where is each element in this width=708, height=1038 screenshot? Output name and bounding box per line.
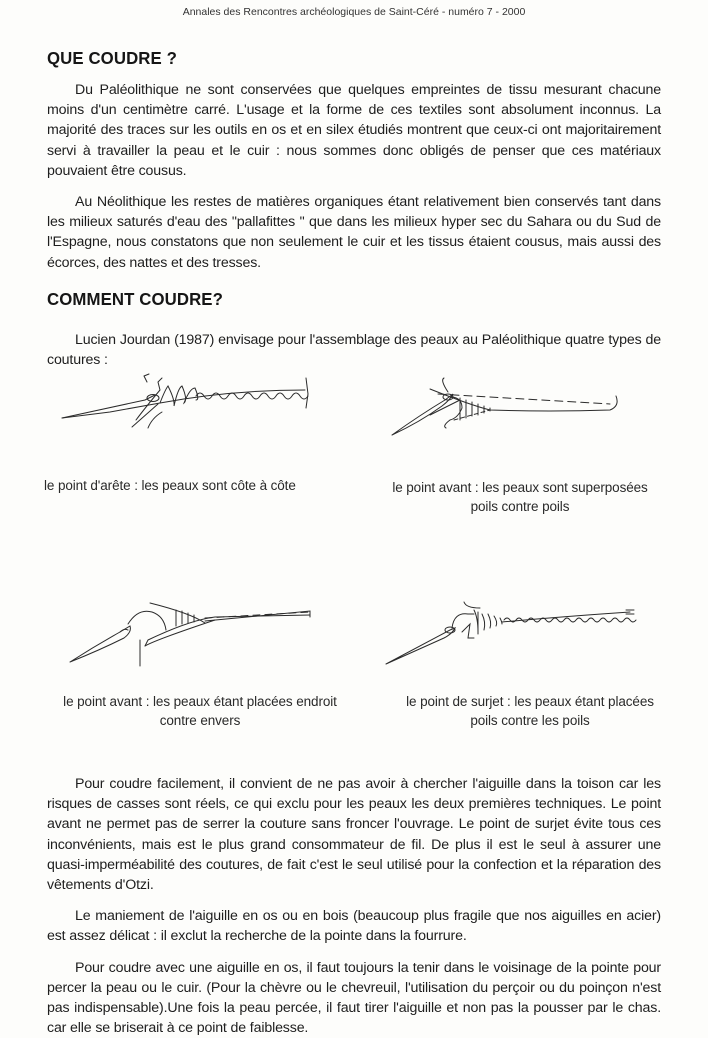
paragraph-maniement-aiguille: Le maniement de l'aiguille en os ou en bois (beaucoup plus fragile que nos aiguilles en acier) est assez délicat : il exclut la recherche de la pointe dans la fourrure. [47, 908, 661, 945]
caption-line-1: le point de surjet : les peaux étant placées [406, 694, 654, 709]
caption-point-avant-superposees [370, 478, 670, 516]
needle-whip-stitch-illustration [50, 370, 350, 470]
caption-point-avant-endroit-envers [40, 692, 360, 730]
upper-content [47, 48, 661, 370]
caption-line-2: contre envers [159, 713, 241, 728]
section-title-comment-coudre: COMMENT COUDRE? [47, 288, 223, 309]
figure-point-avant-superposees [370, 370, 670, 516]
caption-line-2: poils contre poils [470, 499, 570, 514]
stitch-figures [0, 330, 708, 770]
section-title-que-coudre: QUE COUDRE ? [47, 48, 177, 68]
needle-overcast-stitch-illustration [370, 588, 690, 688]
figure-point-arete [44, 370, 350, 495]
caption-line-2: poils contre les poils [470, 713, 590, 728]
caption-line-1: le point avant : les peaux sont superposées [392, 480, 648, 495]
paragraph-paleolithique: Du Paléolithique ne sont conservées que quelques empreintes de tissu mesurant chacune moins d'un centimètre carré. L'usage et la forme de ces textiles sont absolument inconnus. La majorité des traces sur les outils en os et en silex étudiés montrent que ceux-ci ont majoritairement servi à travailler la peau et le cuir : nous sommes donc obligés de penser que ces matériaux pouvaient être cousus. [47, 82, 661, 179]
paragraph-aiguille-os: Pour coudre avec une aiguille en os, il faut toujours la tenir dans le voisinage de la pointe pour percer la peau ou le cuir. (Pour la chèvre ou le chevreuil, l'utilisation du perçoir ou du poinçon n'est pas indispensable).Une fois la peau percée, il faut tirer l'aiguille et non pas la pousser par le chas. car elle se briserait à ce point de faiblesse. [47, 959, 661, 1037]
caption-line-1: le point avant : les peaux étant placées endroit [63, 694, 337, 709]
figure-point-avant-endroit-envers [40, 588, 360, 730]
needle-running-stitch-right-to-wrong-illustration [40, 588, 360, 688]
figure-point-surjet [370, 588, 690, 730]
paragraph-neolithique: Au Néolithique les restes de matières organiques étant relativement bien conservés tant dans les milieux saturés d'eau des "pallafittes " que dans les milieux hyper sec du Sahara ou du Sud de l'Espagne, nous constatons que non seulement le cuir et les tissus étaient cousus, mais aussi des écorces, des nattes et des tresses. [47, 194, 661, 271]
lower-content [47, 774, 661, 1038]
paragraph-coudre-facilement: Pour coudre facilement, il convient de ne pas avoir à chercher l'aiguille dans la toison car les risques de casses sont réels, ce qui exclu pour les peaux les deux premières techniques. Le point avant ne permet pas de serrer la couture sans froncer l'ouvrage. Le point de surjet évite tous ces inconvénients, mais est le plus grand consommateur de fil. De plus il est le seul à assurer une quasi-imperméabilité des coutures, de fait c'est le seul utilisé pour la confection et la réparation des vêtements d'Otzi. [47, 776, 661, 894]
paragraph-intro-coutures: Lucien Jourdan (1987) envisage pour l'assemblage des peaux au Paléolithique quatre types de coutures : [47, 331, 661, 369]
caption-point-arete: le point d'arête : les peaux sont côte à côte [44, 478, 296, 493]
running-header: Annales des Rencontres archéologiques de Saint-Céré - numéro 7 - 2000 [182, 6, 526, 18]
caption-point-surjet [370, 692, 690, 730]
needle-running-stitch-illustration [370, 370, 670, 470]
